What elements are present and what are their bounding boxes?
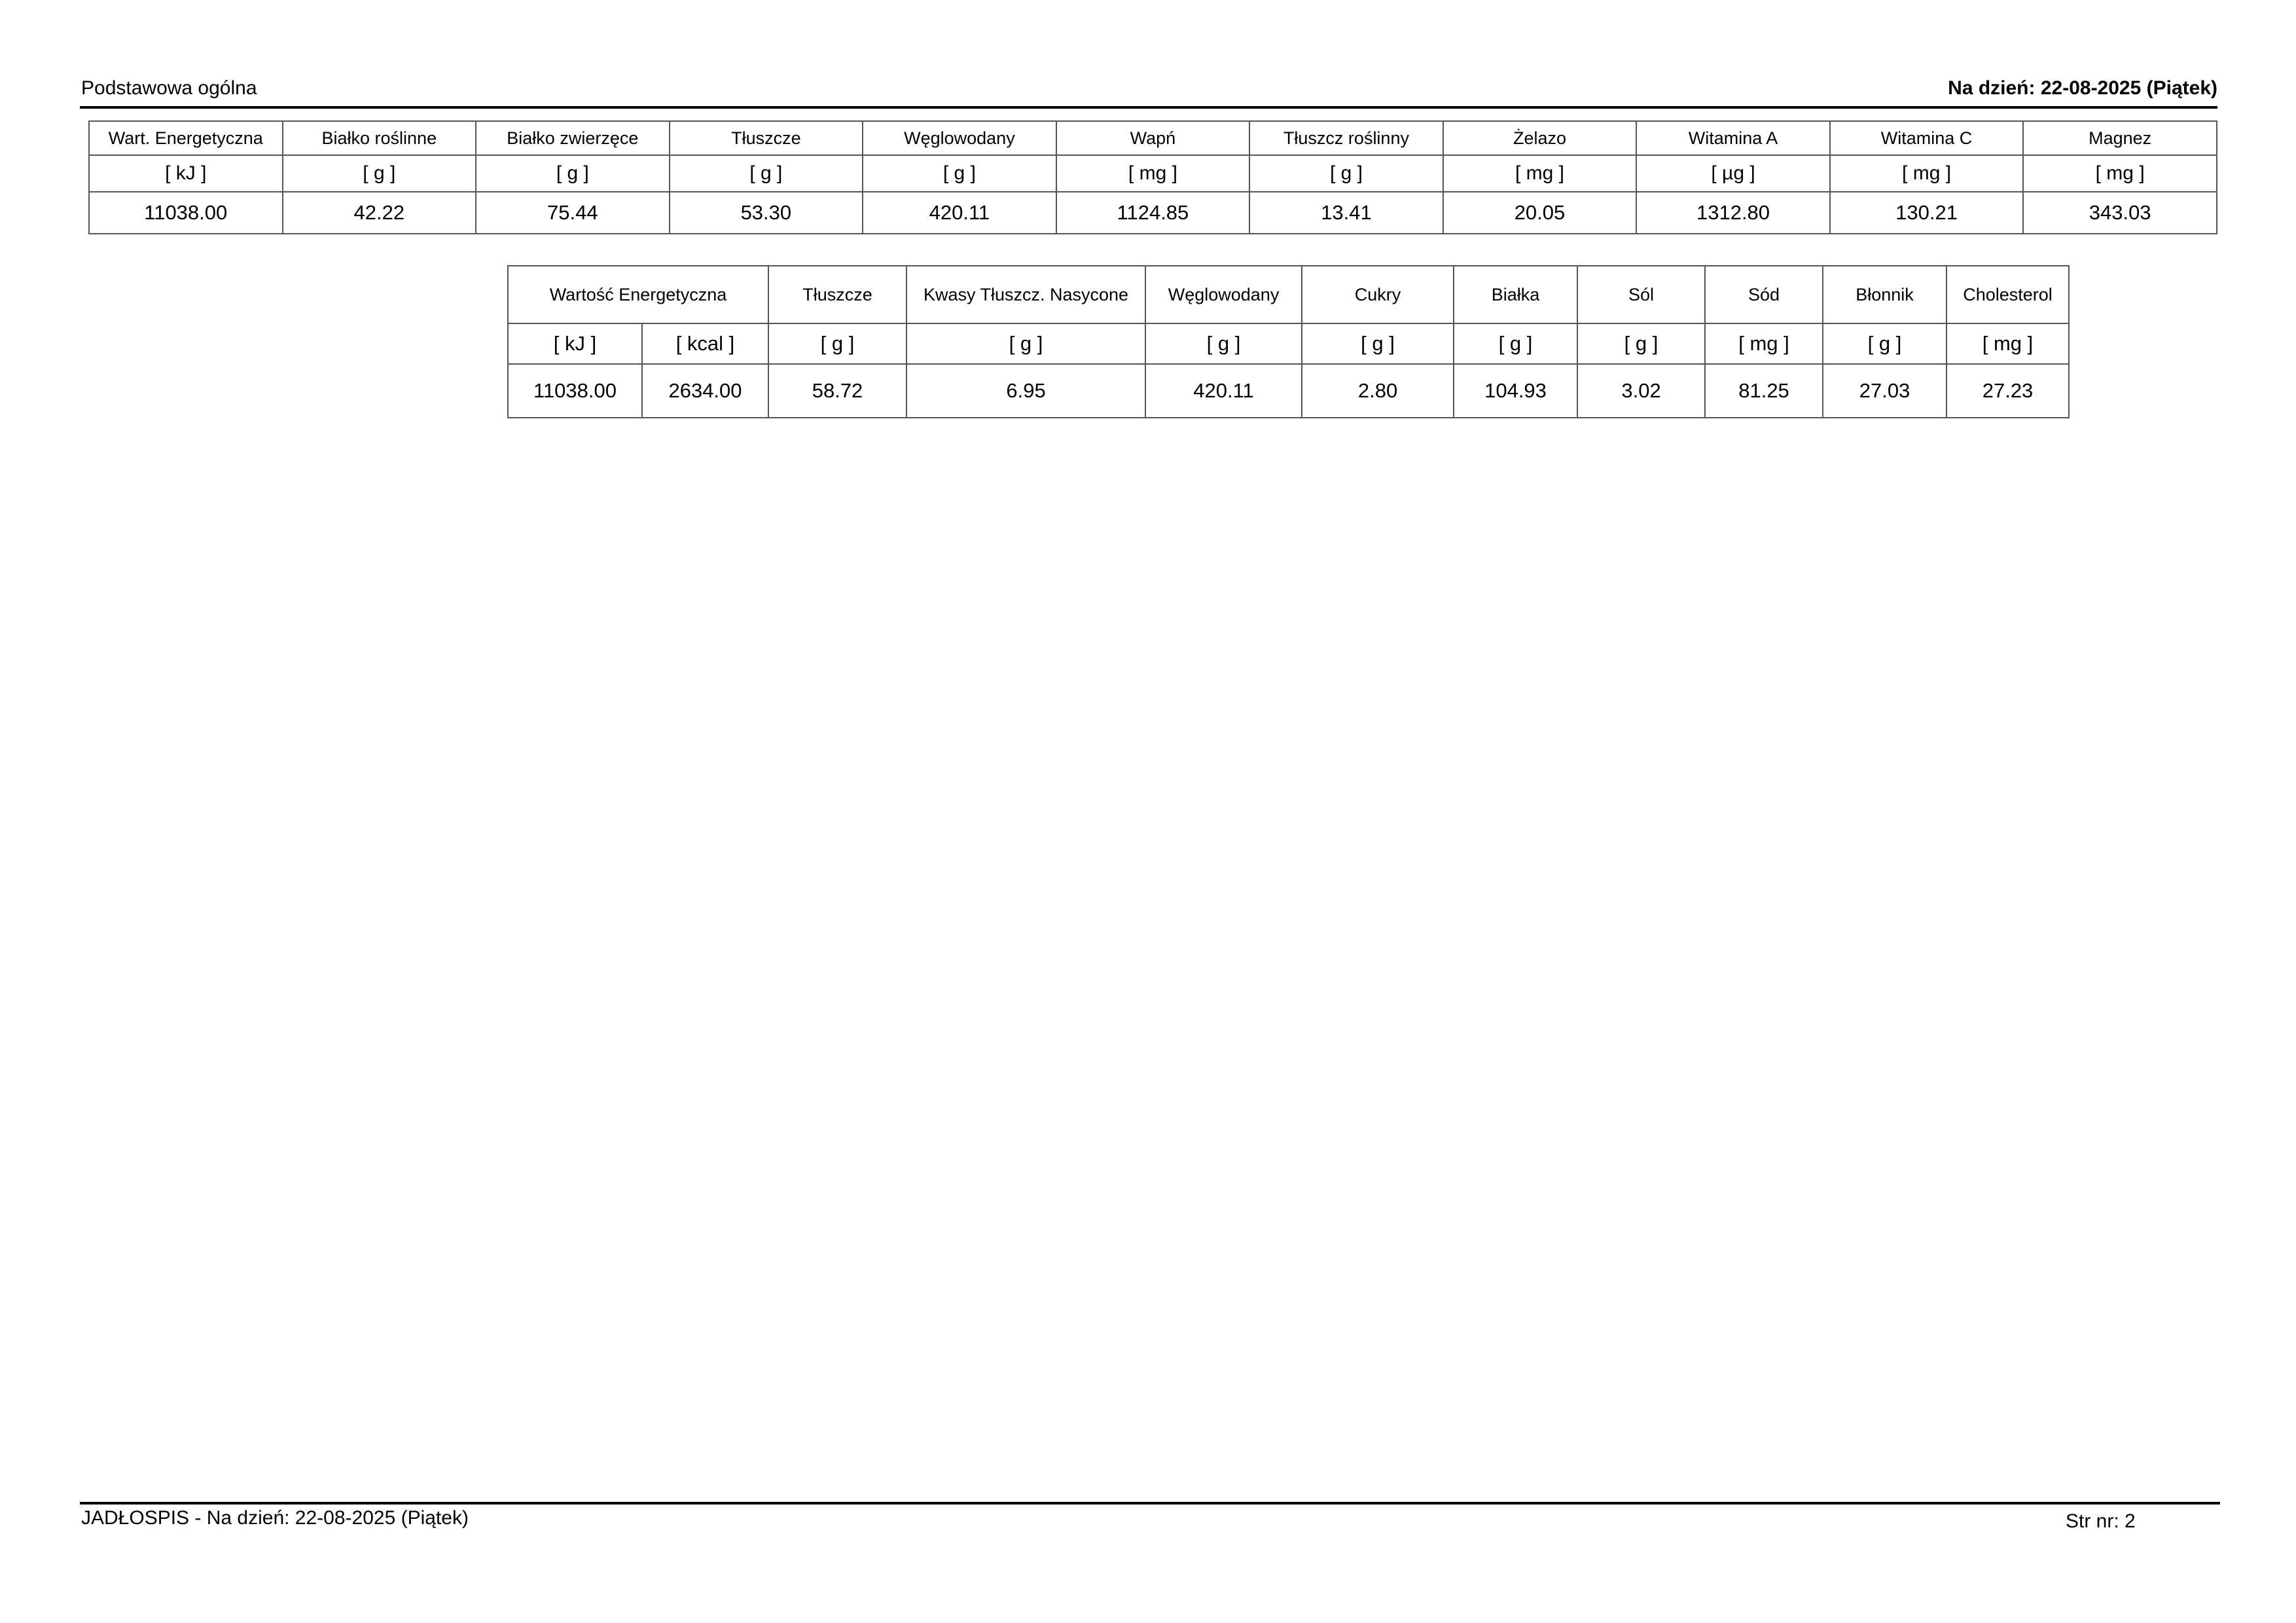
value-cell: 42.22 xyxy=(283,192,476,234)
value-cell: 3.02 xyxy=(1577,364,1705,418)
value-cell: 6.95 xyxy=(906,364,1145,418)
value-cell: 420.11 xyxy=(863,192,1056,234)
column-header: Wapń xyxy=(1056,121,1250,155)
column-header: Żelazo xyxy=(1443,121,1637,155)
unit-cell: [ g ] xyxy=(768,323,906,364)
value-cell: 81.25 xyxy=(1705,364,1823,418)
unit-cell: [ mg ] xyxy=(2023,155,2217,192)
table-header-row xyxy=(508,266,2069,323)
value-cell: 420.11 xyxy=(1145,364,1302,418)
unit-cell: [ mg ] xyxy=(1705,323,1823,364)
column-header: Tłuszcze xyxy=(768,266,906,323)
column-header: Witamina A xyxy=(1636,121,1830,155)
column-header: Tłuszcz roślinny xyxy=(1249,121,1443,155)
unit-cell: [ g ] xyxy=(1454,323,1577,364)
value-cell: 13.41 xyxy=(1249,192,1443,234)
unit-cell: [ g ] xyxy=(1302,323,1454,364)
value-cell: 2634.00 xyxy=(642,364,768,418)
value-cell: 1312.80 xyxy=(1636,192,1830,234)
value-cell: 11038.00 xyxy=(89,192,283,234)
table-unit-row xyxy=(508,323,2069,364)
value-cell: 53.30 xyxy=(670,192,863,234)
value-cell: 2.80 xyxy=(1302,364,1454,418)
unit-cell: [ g ] xyxy=(1249,155,1443,192)
nutrition-label-table xyxy=(507,265,2070,418)
unit-cell: [ mg ] xyxy=(1946,323,2069,364)
unit-cell: [ g ] xyxy=(863,155,1056,192)
value-cell: 1124.85 xyxy=(1056,192,1250,234)
footer-divider xyxy=(80,1502,2220,1504)
nutrients-table xyxy=(88,120,2217,234)
column-header: Wartość Energetyczna xyxy=(508,266,768,323)
value-cell: 130.21 xyxy=(1830,192,2024,234)
column-header: Białka xyxy=(1454,266,1577,323)
column-header: Cukry xyxy=(1302,266,1454,323)
unit-cell: [ g ] xyxy=(1823,323,1946,364)
footer-caption: JADŁOSPIS - Na dzień: 22-08-2025 (Piątek) xyxy=(81,1507,469,1529)
unit-cell: [ g ] xyxy=(906,323,1145,364)
column-header: Błonnik xyxy=(1823,266,1946,323)
value-cell: 20.05 xyxy=(1443,192,1637,234)
column-header: Sód xyxy=(1705,266,1823,323)
column-header: Węglowodany xyxy=(1145,266,1302,323)
column-header: Tłuszcze xyxy=(670,121,863,155)
value-cell: 75.44 xyxy=(476,192,670,234)
value-cell: 27.03 xyxy=(1823,364,1946,418)
table-unit-row xyxy=(89,155,2217,192)
value-cell: 104.93 xyxy=(1454,364,1577,418)
table-value-row xyxy=(89,192,2217,234)
unit-cell: [ g ] xyxy=(476,155,670,192)
report-title: Podstawowa ogólna xyxy=(81,77,257,99)
column-header: Witamina C xyxy=(1830,121,2024,155)
column-header: Cholesterol xyxy=(1946,266,2069,323)
value-cell: 58.72 xyxy=(768,364,906,418)
unit-cell: [ kJ ] xyxy=(508,323,642,364)
report-date: Na dzień: 22-08-2025 (Piątek) xyxy=(1948,77,2217,99)
column-header: Wart. Energetyczna xyxy=(89,121,283,155)
page-number: Str nr: 2 xyxy=(2066,1510,2136,1532)
column-header: Białko roślinne xyxy=(283,121,476,155)
unit-cell: [ kJ ] xyxy=(89,155,283,192)
unit-cell: [ µg ] xyxy=(1636,155,1830,192)
value-cell: 27.23 xyxy=(1946,364,2069,418)
table-header-row xyxy=(89,121,2217,155)
unit-cell: [ mg ] xyxy=(1443,155,1637,192)
unit-cell: [ g ] xyxy=(670,155,863,192)
unit-cell: [ mg ] xyxy=(1056,155,1250,192)
unit-cell: [ g ] xyxy=(1145,323,1302,364)
column-header: Magnez xyxy=(2023,121,2217,155)
unit-cell: [ g ] xyxy=(283,155,476,192)
unit-cell: [ g ] xyxy=(1577,323,1705,364)
unit-cell: [ mg ] xyxy=(1830,155,2024,192)
column-header: Węglowodany xyxy=(863,121,1056,155)
value-cell: 343.03 xyxy=(2023,192,2217,234)
column-header: Sól xyxy=(1577,266,1705,323)
column-header: Kwasy Tłuszcz. Nasycone xyxy=(906,266,1145,323)
value-cell: 11038.00 xyxy=(508,364,642,418)
column-header: Białko zwierzęce xyxy=(476,121,670,155)
unit-cell: [ kcal ] xyxy=(642,323,768,364)
table-value-row xyxy=(508,364,2069,418)
header-divider xyxy=(80,106,2217,109)
